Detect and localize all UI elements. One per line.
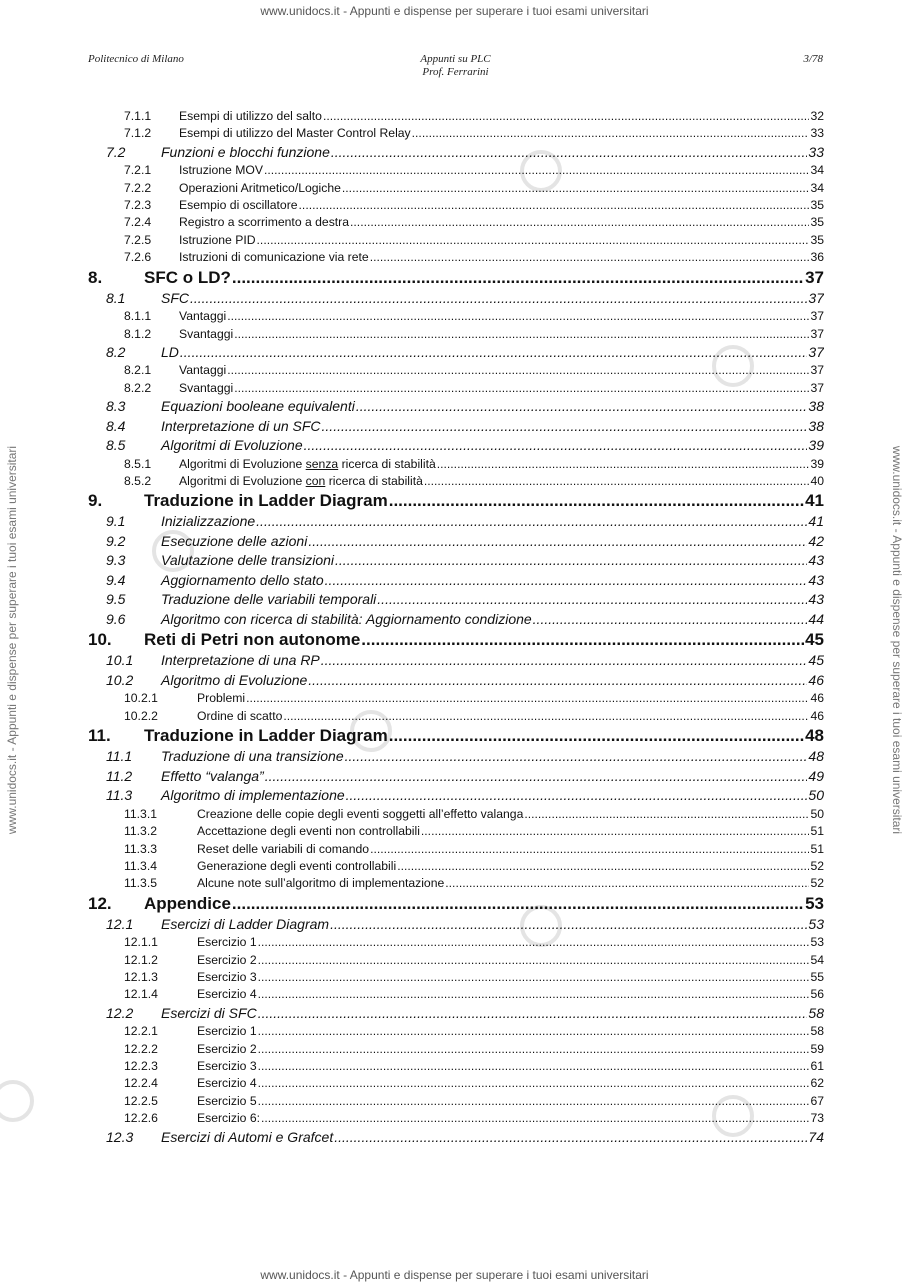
toc-entry-title: Traduzione in Ladder Diagram	[144, 726, 388, 746]
toc-entry-number: 7.1.2	[124, 126, 152, 141]
toc-entry-title: Traduzione delle variabili temporali	[161, 591, 377, 608]
toc-entry-page: 52	[810, 876, 824, 891]
toc-entry-number: 9.5	[106, 591, 126, 608]
toc-entry-page: 51	[810, 824, 824, 839]
toc-entry-page: 58	[810, 1024, 824, 1039]
toc-entry-title: Algoritmo di implementazione	[161, 787, 345, 804]
toc-entry-number: 8.2.2	[124, 380, 152, 395]
toc-entry-number: 12.	[88, 893, 112, 913]
toc-entry-7-1-2[interactable]	[88, 125, 824, 142]
toc-dot-leader	[335, 551, 807, 571]
toc-entry-8-1-1[interactable]	[88, 308, 824, 325]
toc-dot-leader	[258, 1004, 808, 1024]
toc-entry-title: Esercizio 2	[197, 1041, 257, 1056]
toc-entry-10-2[interactable]	[88, 671, 824, 691]
toc-entry-8-1[interactable]	[88, 289, 824, 309]
toc-entry-number: 8.5	[106, 437, 126, 454]
toc-entry-11-3-1[interactable]	[88, 806, 824, 823]
toc-entry-title: Operazioni Aritmetico/Logiche	[179, 180, 341, 195]
page-header	[88, 53, 823, 83]
toc-entry-page: 61	[810, 1059, 824, 1074]
toc-entry-title-part: ricerca di stabilità	[325, 474, 423, 489]
toc-dot-leader	[246, 690, 809, 707]
toc-entry-page: 39	[810, 456, 824, 471]
toc-entry-10[interactable]	[88, 629, 824, 651]
toc-entry-page: 38	[808, 398, 824, 415]
toc-entry-number: 8.2	[106, 343, 126, 360]
toc-dot-leader	[321, 651, 808, 671]
toc-entry-number: 7.2.5	[124, 232, 152, 247]
table-of-contents	[88, 108, 824, 1147]
toc-entry-page: 36	[810, 250, 824, 265]
watermark-side-left: www.unidocs.it - Appunti e dispense per superare i tuoi esami universitari	[5, 445, 19, 835]
toc-entry-page: 43	[808, 571, 824, 588]
toc-dot-leader	[308, 532, 807, 552]
toc-dot-leader	[190, 289, 807, 309]
toc-entry-7-2-1[interactable]	[88, 162, 824, 179]
toc-dot-leader	[227, 362, 809, 379]
toc-entry-title: Algoritmo di Evoluzione	[161, 671, 308, 688]
toc-entry-12-2[interactable]	[88, 1004, 824, 1024]
toc-dot-leader	[389, 725, 804, 747]
toc-entry-number: 8.3	[106, 398, 126, 415]
toc-dot-leader	[445, 875, 809, 892]
toc-entry-8[interactable]	[88, 267, 824, 289]
toc-entry-number: 12.1.3	[124, 969, 158, 984]
toc-dot-leader	[345, 747, 808, 767]
toc-dot-leader	[265, 767, 808, 787]
toc-entry-number: 12.2.6	[124, 1111, 158, 1126]
toc-entry-number: 11.3	[106, 787, 133, 804]
toc-entry-title: Accettazione degli eventi non controllabili	[197, 824, 420, 839]
toc-dot-leader	[308, 671, 807, 691]
toc-entry-12-1-4[interactable]	[88, 986, 824, 1003]
toc-entry-7-2[interactable]	[88, 143, 824, 163]
toc-entry-number: 12.1	[106, 915, 134, 932]
toc-entry-page: 34	[810, 163, 824, 178]
toc-entry-number: 11.1	[106, 748, 133, 765]
toc-entry-12[interactable]	[88, 893, 824, 915]
toc-entry-number: 12.2	[106, 1004, 134, 1021]
toc-dot-leader	[232, 893, 804, 915]
toc-entry-title: Aggiornamento dello stato	[161, 571, 324, 588]
toc-entry-title: Creazione delle copie degli eventi soggetti all’effetto valanga	[197, 806, 524, 821]
toc-entry-number: 11.	[88, 726, 111, 746]
toc-entry-9-6[interactable]	[88, 610, 824, 630]
toc-entry-title: Interpretazione di una RP	[161, 652, 320, 669]
toc-entry-title-part: Algoritmi di Evoluzione	[179, 456, 306, 471]
toc-dot-leader	[323, 108, 810, 125]
toc-entry-title: Alcune note sull’algoritmo di implementazione	[197, 876, 445, 891]
toc-entry-page: 54	[810, 952, 824, 967]
toc-dot-leader	[227, 308, 809, 325]
toc-entry-9-4[interactable]	[88, 571, 824, 591]
toc-entry-11-3[interactable]	[88, 786, 824, 806]
toc-entry-title: Svantaggi	[179, 326, 234, 341]
toc-entry-11-3-5[interactable]	[88, 875, 824, 892]
toc-entry-number: 11.3.3	[124, 841, 157, 856]
toc-entry-number: 8.1.2	[124, 326, 152, 341]
toc-entry-title: Esempio di oscillatore	[179, 198, 298, 213]
toc-entry-page: 51	[810, 841, 824, 856]
header-page-number: 3/78	[803, 53, 823, 65]
toc-entry-title: Istruzione MOV	[179, 163, 263, 178]
toc-entry-number: 10.2.1	[124, 691, 158, 706]
toc-entry-number: 12.2.5	[124, 1093, 158, 1108]
toc-entry-8-5[interactable]	[88, 436, 824, 456]
toc-dot-leader	[258, 1023, 810, 1040]
toc-dot-leader	[264, 162, 809, 179]
toc-dot-leader	[331, 143, 808, 163]
toc-entry-11-2[interactable]	[88, 767, 824, 787]
toc-entry-number: 12.3	[106, 1128, 134, 1145]
toc-entry-9[interactable]	[88, 490, 824, 512]
toc-entry-title: Esecuzione delle azioni	[161, 532, 308, 549]
toc-entry-title: Esercizio 6:	[197, 1111, 260, 1126]
toc-entry-number: 7.2	[106, 143, 126, 160]
toc-entry-number: 8.5.2	[124, 474, 152, 489]
toc-entry-page: 73	[810, 1111, 824, 1126]
toc-entry-title: Esercizio 5	[197, 1093, 257, 1108]
toc-entry-12-2-2[interactable]	[88, 1041, 824, 1058]
toc-entry-number: 9.6	[106, 610, 126, 627]
toc-entry-title: Esercizio 1	[197, 935, 257, 950]
toc-entry-number: 12.1.1	[124, 935, 158, 950]
toc-entry-11[interactable]	[88, 725, 824, 747]
toc-entry-title: Reti di Petri non autonome	[144, 630, 361, 650]
toc-entry-12-2-6[interactable]	[88, 1110, 824, 1127]
toc-entry-title: Svantaggi	[179, 380, 234, 395]
toc-entry-title: Esercizi di Ladder Diagram	[161, 915, 330, 932]
toc-entry-page: 62	[810, 1076, 824, 1091]
toc-dot-leader	[421, 823, 810, 840]
toc-dot-leader	[533, 610, 808, 630]
toc-entry-page: 48	[805, 726, 824, 746]
toc-dot-leader	[356, 397, 808, 417]
toc-entry-12-2-3[interactable]	[88, 1058, 824, 1075]
toc-entry-page: 37	[810, 309, 824, 324]
toc-entry-number: 9.2	[106, 532, 126, 549]
toc-entry-12-2-4[interactable]	[88, 1075, 824, 1092]
toc-entry-title: LD	[161, 343, 179, 360]
toc-entry-number: 7.2.2	[124, 180, 152, 195]
toc-entry-page: 45	[805, 630, 824, 650]
toc-entry-number: 11.2	[106, 767, 133, 784]
toc-entry-page: 43	[808, 591, 824, 608]
toc-entry-page: 53	[805, 893, 824, 913]
toc-entry-page: 32	[810, 109, 824, 123]
toc-entry-title-part: Algoritmi di Evoluzione	[179, 474, 306, 489]
toc-dot-leader	[322, 417, 808, 437]
toc-dot-leader	[334, 1128, 807, 1148]
toc-dot-leader	[232, 267, 804, 289]
toc-entry-number: 7.1.1	[124, 109, 152, 123]
toc-entry-title: Esercizio 1	[197, 1024, 257, 1039]
toc-dot-leader	[299, 197, 810, 214]
toc-entry-number: 7.2.1	[124, 163, 152, 178]
toc-entry-title: Esercizi di SFC	[161, 1004, 257, 1021]
toc-entry-number: 8.	[88, 267, 103, 287]
header-professor: Prof. Ferrarini	[422, 66, 489, 78]
toc-entry-page: 46	[808, 671, 824, 688]
toc-entry-title: Appendice	[144, 893, 231, 913]
toc-entry-page: 41	[805, 491, 824, 511]
toc-entry-title: SFC o LD?	[144, 267, 231, 287]
toc-entry-10-1[interactable]	[88, 651, 824, 671]
toc-entry-title: Traduzione in Ladder Diagram	[144, 491, 388, 511]
toc-entry-number: 12.2.4	[124, 1076, 158, 1091]
toc-entry-8-2-1[interactable]	[88, 362, 824, 379]
toc-entry-title: SFC	[161, 289, 189, 306]
toc-dot-leader	[234, 380, 809, 397]
toc-entry-page: 35	[810, 215, 824, 230]
toc-entry-page: 46	[810, 708, 824, 723]
toc-entry-page: 37	[810, 363, 824, 378]
toc-entry-page: 37	[810, 380, 824, 395]
toc-entry-page: 37	[805, 267, 824, 287]
toc-entry-10-2-1[interactable]	[88, 690, 824, 707]
toc-entry-number: 7.2.6	[124, 250, 152, 265]
toc-entry-title: Valutazione delle transizioni	[161, 552, 335, 569]
toc-entry-title-emphasis: senza	[305, 456, 339, 471]
toc-dot-leader	[258, 952, 810, 969]
toc-dot-leader	[325, 571, 808, 591]
toc-dot-leader	[424, 473, 810, 490]
toc-entry-7-2-5[interactable]	[88, 232, 824, 249]
toc-entry-8-4[interactable]	[88, 417, 824, 437]
header-course-title: Appunti su PLC	[420, 53, 491, 65]
header-institution: Politecnico di Milano	[88, 53, 184, 65]
toc-dot-leader	[350, 214, 809, 231]
toc-entry-title: Generazione degli eventi controllabili	[197, 858, 397, 873]
toc-entry-number: 9.1	[106, 513, 126, 530]
toc-dot-leader	[437, 456, 810, 473]
toc-dot-leader	[258, 1075, 810, 1092]
toc-entry-page: 74	[808, 1128, 824, 1145]
toc-entry-title: Reset delle variabili di comando	[197, 841, 370, 856]
toc-entry-number: 12.2.1	[124, 1024, 158, 1039]
toc-entry-7-2-4[interactable]	[88, 214, 824, 231]
toc-entry-page: 55	[810, 969, 824, 984]
toc-entry-title: Interpretazione di un SFC	[161, 417, 321, 434]
toc-entry-title: Effetto “valanga”	[161, 767, 264, 784]
toc-dot-leader	[370, 841, 809, 858]
toc-dot-leader	[377, 590, 807, 610]
toc-entry-page: 58	[808, 1004, 824, 1021]
toc-entry-title: Registro a scorrimento a destra	[179, 215, 350, 230]
toc-entry-number: 10.2	[106, 671, 134, 688]
toc-dot-leader	[258, 969, 810, 986]
toc-entry-page: 39	[808, 437, 824, 454]
toc-entry-page: 37	[808, 289, 824, 306]
toc-entry-title: Esercizio 4	[197, 1076, 257, 1091]
toc-entry-12-3[interactable]	[88, 1128, 824, 1148]
toc-entry-page: 44	[808, 610, 824, 627]
toc-dot-leader	[304, 436, 808, 456]
toc-entry-title: Esercizio 3	[197, 1059, 257, 1074]
toc-entry-page: 49	[808, 767, 824, 784]
toc-entry-number: 11.3.2	[124, 824, 157, 839]
toc-entry-title: Esercizi di Automi e Grafcet	[161, 1128, 334, 1145]
toc-entry-number: 9.4	[106, 571, 126, 588]
toc-entry-page: 46	[810, 691, 824, 706]
toc-entry-number: 8.2.1	[124, 363, 152, 378]
toc-entry-title: Esercizio 3	[197, 969, 257, 984]
toc-entry-page: 33	[810, 126, 824, 141]
toc-entry-12-1-1[interactable]	[88, 934, 824, 951]
toc-entry-12-1-2[interactable]	[88, 952, 824, 969]
toc-entry-title: Vantaggi	[179, 309, 227, 324]
toc-entry-7-2-6[interactable]	[88, 249, 824, 266]
toc-entry-page: 37	[810, 326, 824, 341]
toc-entry-page: 45	[808, 652, 824, 669]
toc-entry-number: 10.2.2	[124, 708, 158, 723]
toc-dot-leader	[258, 934, 810, 951]
toc-entry-title: Algoritmo con ricerca di stabilità: Aggiornamento condizione	[161, 610, 532, 627]
toc-entry-page: 50	[808, 787, 824, 804]
toc-entry-title: Esempi di utilizzo del salto	[179, 109, 322, 123]
toc-entry-title: Algoritmi di Evoluzione	[161, 437, 303, 454]
toc-entry-number: 10.	[88, 630, 112, 650]
toc-entry-title: Inizializzazione	[161, 513, 256, 530]
toc-entry-number: 8.4	[106, 417, 126, 434]
toc-entry-7-1-1[interactable]	[88, 108, 824, 125]
toc-entry-8-2[interactable]	[88, 343, 824, 363]
toc-entry-title: Esercizio 2	[197, 952, 257, 967]
toc-entry-page: 67	[810, 1093, 824, 1108]
toc-entry-number: 11.3.1	[124, 806, 157, 821]
toc-entry-number: 11.3.4	[124, 858, 157, 873]
toc-dot-leader	[370, 249, 810, 266]
toc-entry-page: 41	[808, 513, 824, 530]
toc-entry-title-emphasis: con	[305, 474, 326, 489]
toc-entry-number: 9.	[88, 491, 103, 511]
toc-entry-page: 35	[810, 198, 824, 213]
toc-dot-leader	[389, 490, 804, 512]
toc-entry-8-2-2[interactable]	[88, 380, 824, 397]
toc-dot-leader	[361, 629, 804, 651]
watermark-top[interactable]: www.unidocs.it - Appunti e dispense per superare i tuoi esami universitari	[260, 4, 649, 18]
toc-entry-8-5-2[interactable]	[88, 473, 824, 490]
toc-dot-leader	[258, 1041, 810, 1058]
watermark-bottom[interactable]: www.unidocs.it - Appunti e dispense per superare i tuoi esami universitari	[260, 1268, 649, 1282]
toc-entry-11-3-2[interactable]	[88, 823, 824, 840]
toc-entry-page: 59	[810, 1041, 824, 1056]
toc-entry-12-2-1[interactable]	[88, 1023, 824, 1040]
toc-entry-number: 8.1.1	[124, 309, 152, 324]
toc-entry-number: 7.2.4	[124, 215, 152, 230]
toc-dot-leader	[180, 343, 808, 363]
toc-entry-title: Equazioni booleane equivalenti	[161, 398, 355, 415]
toc-entry-number: 12.1.4	[124, 987, 158, 1002]
toc-entry-11-3-4[interactable]	[88, 858, 824, 875]
toc-entry-12-2-5[interactable]	[88, 1093, 824, 1110]
toc-entry-12-1-3[interactable]	[88, 969, 824, 986]
toc-entry-12-1[interactable]	[88, 915, 824, 935]
toc-entry-page: 48	[808, 748, 824, 765]
toc-entry-title: Istruzione PID	[179, 232, 256, 247]
toc-dot-leader	[330, 915, 807, 935]
toc-entry-number: 8.5.1	[124, 456, 152, 471]
toc-entry-page: 53	[810, 935, 824, 950]
toc-entry-7-2-3[interactable]	[88, 197, 824, 214]
toc-dot-leader	[412, 125, 810, 142]
toc-dot-leader	[283, 708, 809, 725]
toc-dot-leader	[257, 232, 810, 249]
toc-entry-page: 38	[808, 417, 824, 434]
toc-entry-page: 33	[808, 143, 824, 160]
watermark-side-right: www.unidocs.it - Appunti e dispense per superare i tuoi esami universitari	[890, 445, 904, 835]
toc-entry-11-3-3[interactable]	[88, 841, 824, 858]
toc-entry-8-3[interactable]	[88, 397, 824, 417]
toc-entry-9-3[interactable]	[88, 551, 824, 571]
toc-dot-leader	[258, 986, 810, 1003]
toc-dot-leader	[234, 326, 809, 343]
toc-entry-7-2-2[interactable]	[88, 180, 824, 197]
toc-entry-title	[179, 473, 424, 490]
toc-entry-page: 35	[810, 232, 824, 247]
toc-entry-title: Esempi di utilizzo del Master Control Relay	[179, 126, 411, 141]
toc-entry-page: 34	[810, 180, 824, 195]
toc-entry-10-2-2[interactable]	[88, 708, 824, 725]
toc-entry-title: Traduzione di una transizione	[161, 748, 344, 765]
toc-entry-number: 12.1.2	[124, 952, 158, 967]
toc-dot-leader	[258, 1093, 810, 1110]
toc-entry-9-1[interactable]	[88, 512, 824, 532]
toc-entry-number: 9.3	[106, 552, 126, 569]
toc-entry-page: 56	[810, 987, 824, 1002]
toc-entry-9-5[interactable]	[88, 590, 824, 610]
toc-entry-page: 42	[808, 532, 824, 549]
toc-entry-page: 53	[808, 915, 824, 932]
toc-dot-leader	[524, 806, 809, 823]
toc-entry-11-1[interactable]	[88, 747, 824, 767]
toc-entry-title: Istruzioni di comunicazione via rete	[179, 250, 369, 265]
toc-entry-title: Esercizio 4	[197, 987, 257, 1002]
toc-entry-title-part: ricerca di stabilità	[338, 456, 436, 471]
toc-entry-page: 50	[810, 806, 824, 821]
header-course	[88, 53, 823, 79]
toc-dot-leader	[342, 180, 810, 197]
toc-entry-number: 8.1	[106, 289, 126, 306]
toc-entry-page: 40	[810, 474, 824, 489]
toc-entry-number: 7.2.3	[124, 198, 152, 213]
toc-entry-title: Funzioni e blocchi funzione	[161, 143, 330, 160]
toc-entry-number: 10.1	[106, 652, 134, 669]
toc-dot-leader	[256, 512, 807, 532]
toc-entry-8-1-2[interactable]	[88, 326, 824, 343]
toc-entry-title	[179, 456, 437, 473]
toc-entry-number: 11.3.5	[124, 876, 157, 891]
toc-dot-leader	[258, 1058, 810, 1075]
watermark-logo-icon	[0, 1080, 34, 1122]
toc-entry-9-2[interactable]	[88, 532, 824, 552]
toc-entry-8-5-1[interactable]	[88, 456, 824, 473]
toc-dot-leader	[261, 1110, 809, 1127]
toc-entry-title: Vantaggi	[179, 363, 227, 378]
toc-entry-number: 12.2.3	[124, 1059, 158, 1074]
toc-entry-page: 43	[808, 552, 824, 569]
toc-entry-page: 52	[810, 858, 824, 873]
toc-dot-leader	[397, 858, 809, 875]
toc-dot-leader	[346, 786, 808, 806]
toc-entry-title: Problemi	[197, 691, 246, 706]
toc-entry-title: Ordine di scatto	[197, 708, 283, 723]
toc-entry-page: 37	[808, 343, 824, 360]
toc-entry-number: 12.2.2	[124, 1041, 158, 1056]
